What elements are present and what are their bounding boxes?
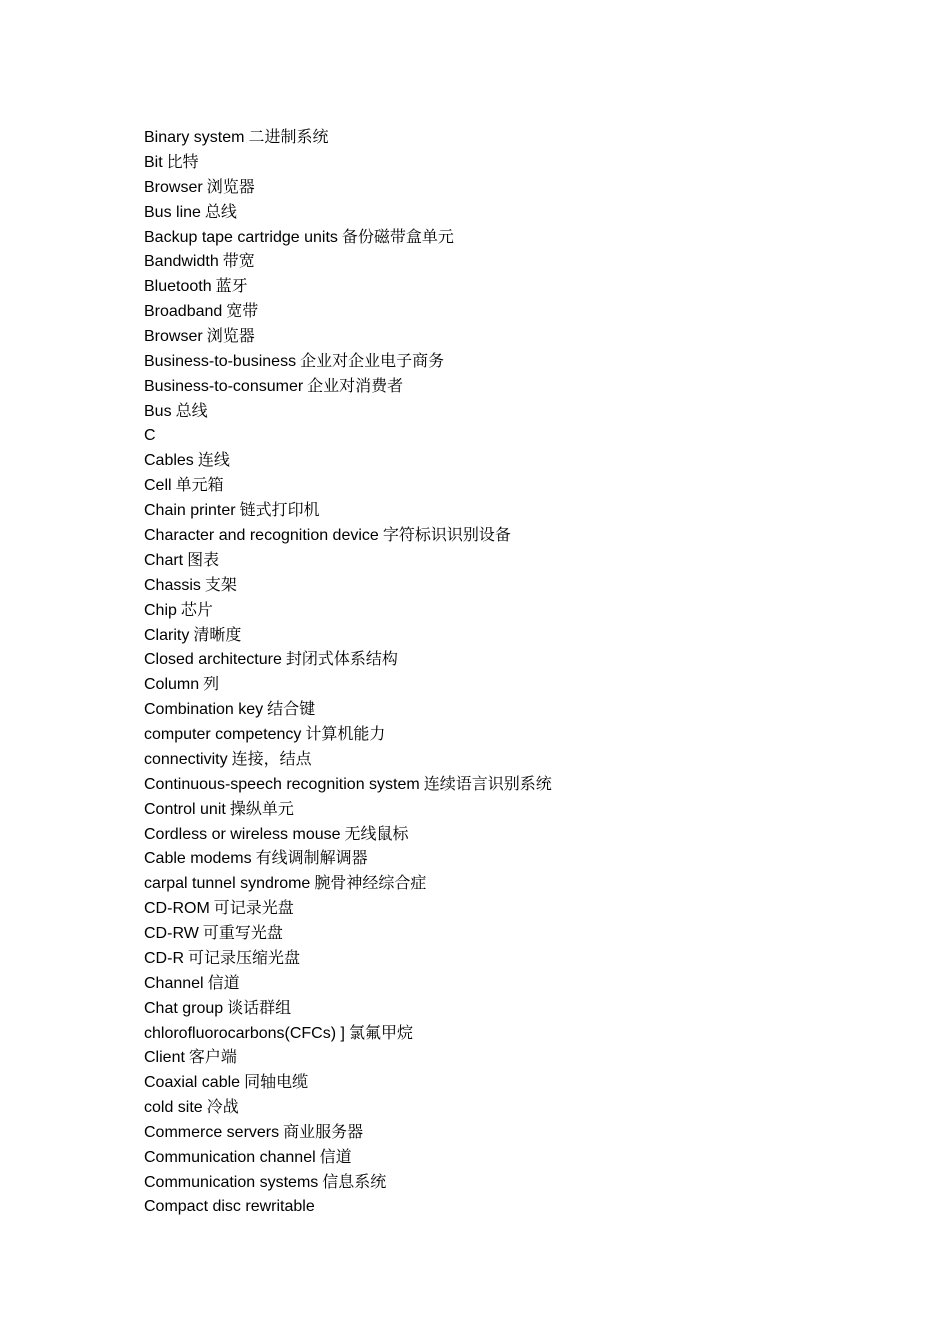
glossary-entry [144,772,552,797]
entry-term: Cables [144,452,194,470]
entry-translation: 同轴电缆 [244,1072,309,1092]
glossary-entry [144,672,552,697]
entry-term: Character and recognition device [144,527,379,544]
entry-translation: 信道 [319,1146,352,1166]
entry-translation: 客户端 [188,1047,237,1067]
glossary-entry [144,573,552,598]
glossary-entry [144,1021,552,1046]
entry-translation: 链式打印机 [239,500,320,520]
entry-term: Coaxial cable [144,1074,241,1092]
entry-term: Column [144,676,200,694]
entry-translation: 二进制系统 [248,127,329,146]
entry-term: CD-R [144,949,184,967]
entry-translation: 可记录压缩光盘 [188,947,301,967]
entry-translation: 字符标识识别设备 [382,525,511,544]
entry-term: Client [144,1049,185,1067]
entry-translation: 宽带 [226,301,259,321]
entry-term: Commerce servers [144,1124,280,1141]
glossary-entry [144,822,552,847]
glossary-entry [144,996,552,1021]
entry-term: Bit [144,153,163,171]
glossary-entry [144,473,552,498]
glossary-entry [144,623,552,648]
entry-translation: 信道 [207,972,240,992]
entry-translation: 备份磁带盒单元 [341,226,454,246]
glossary-entry [144,200,552,225]
entry-translation: 列 [203,674,220,694]
entry-translation: 总线 [204,201,237,221]
glossary-entry [144,274,552,299]
glossary-entry [144,374,552,399]
glossary-entry [144,846,552,871]
entry-translation: 无线鼠标 [344,823,409,843]
glossary-entry [144,946,552,971]
entry-translation: 商业服务器 [283,1122,364,1141]
glossary-entry [144,896,552,921]
entry-term: carpal tunnel syndrome [144,875,311,893]
entry-term: Control unit [144,800,226,818]
entry-translation: 带宽 [222,251,255,271]
entry-translation: 总线 [175,400,208,420]
entry-translation: 冷战 [206,1097,239,1117]
glossary-entry [144,150,552,175]
entry-term: Browser [144,178,203,196]
entry-term: Continuous-speech recognition system [144,775,420,793]
entry-translation: 企业对企业电子商务 [300,350,445,370]
entry-term: Cell [144,477,172,495]
entry-term: Browser [144,328,203,345]
entry-term: Business-to-business [144,352,297,370]
glossary-entry [144,971,552,996]
entry-translation: 比特 [166,151,199,171]
glossary-entry [144,225,552,250]
entry-translation: 谈话群组 [227,997,292,1017]
glossary-entry [144,424,552,449]
entry-translation: 氯氟甲烷 [348,1022,413,1042]
entry-term: cold site [144,1099,203,1117]
glossary-entry [144,747,552,772]
glossary-entry [144,299,552,324]
entry-translation: 单元箱 [175,475,224,495]
entry-term: Chain printer [144,502,236,520]
glossary-entry [144,523,552,548]
entry-translation: 计算机能力 [305,724,386,743]
entry-translation: 连线 [197,450,230,470]
entry-translation: 可重写光盘 [202,923,283,942]
glossary-entry [144,448,552,473]
entry-term: chlorofluorocarbons(CFCs) ] [144,1024,345,1042]
entry-term: Clarity [144,626,190,644]
entry-translation: 有线调制解调器 [255,848,368,868]
glossary-entry [144,498,552,523]
entry-term: Communication channel [144,1148,316,1166]
glossary-entry [144,1145,552,1170]
entry-translation: 芯片 [180,599,213,619]
glossary-entry [144,249,552,274]
glossary-entry [144,548,552,573]
entry-translation: 连接，结点 [231,748,312,768]
entry-translation: 企业对消费者 [307,375,404,395]
entry-term: Bus line [144,203,201,221]
glossary-entry [144,871,552,896]
entry-translation: 图表 [187,549,220,569]
entry-term: connectivity [144,750,228,768]
entry-term: Bus [144,402,172,420]
entry-term: Compact disc rewritable [144,1197,315,1215]
entry-term: Bandwidth [144,253,219,271]
entry-term: Cable modems [144,850,252,868]
entry-translation: 浏览器 [206,326,255,345]
glossary-entry [144,1170,552,1195]
entry-term: CD-ROM [144,900,210,918]
glossary-entry [144,697,552,722]
glossary-entry [144,1120,552,1145]
entry-translation: 封闭式体系结构 [285,649,398,669]
entry-term: Binary system [144,129,245,146]
entry-translation: 操纵单元 [229,798,294,818]
entry-translation: 腕骨神经综合症 [314,873,427,893]
glossary-entry [144,797,552,822]
entry-term: Communication systems [144,1173,319,1191]
glossary-entry [144,921,552,946]
glossary-entry [144,1195,552,1220]
entry-term: Chassis [144,576,201,594]
entry-term: Broadband [144,303,223,321]
entry-term: Channel [144,974,204,992]
entry-term: CD-RW [144,925,199,942]
entry-translation: 浏览器 [206,176,255,196]
glossary-entry [144,175,552,200]
entry-translation: 可记录光盘 [213,898,294,918]
glossary-entry [144,1045,552,1070]
entry-term: Closed architecture [144,651,282,669]
entry-term: Combination key [144,701,264,719]
glossary-list [144,125,552,1220]
glossary-entry [144,349,552,374]
glossary-entry [144,125,552,150]
entry-translation: 蓝牙 [215,276,248,296]
entry-term: Bluetooth [144,278,212,296]
entry-term: Backup tape cartridge units [144,228,338,246]
entry-term: C [144,426,156,444]
glossary-entry [144,598,552,623]
entry-translation: 结合键 [267,699,316,719]
glossary-entry [144,647,552,672]
entry-translation: 支架 [204,574,237,594]
entry-translation: 清晰度 [193,624,242,644]
entry-translation: 信息系统 [322,1171,387,1191]
entry-term: Chat group [144,999,224,1017]
entry-term: computer competency [144,726,302,743]
entry-term: Chip [144,601,177,619]
glossary-entry [144,722,552,747]
entry-term: Business-to-consumer [144,377,304,395]
glossary-entry [144,324,552,349]
entry-term: Cordless or wireless mouse [144,825,341,843]
entry-term: Chart [144,551,184,569]
glossary-entry [144,1070,552,1095]
glossary-entry [144,399,552,424]
entry-translation: 连续语言识别系统 [423,773,552,793]
glossary-entry [144,1095,552,1120]
